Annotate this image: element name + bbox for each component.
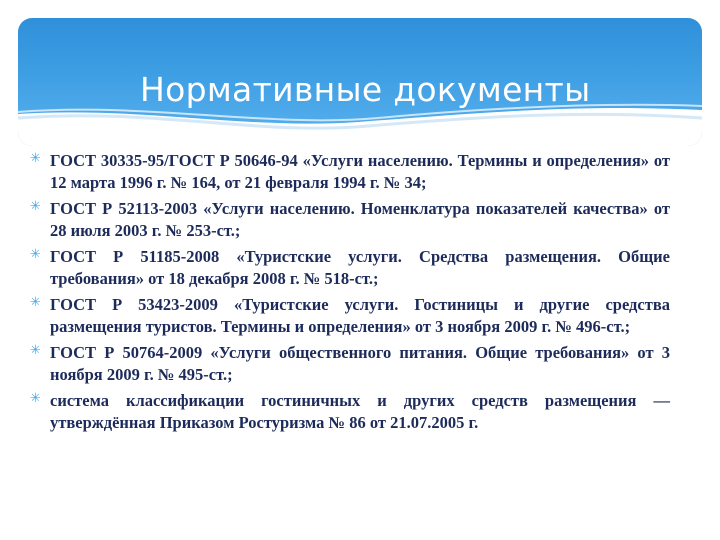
list-item-text: система классификации гостиничных и других средств размещения — утверждённая Приказом Ростуризма № 86 от 21.07.2005 г. (50, 391, 670, 432)
asterisk-bullet-icon: ✳ (30, 391, 41, 406)
asterisk-bullet-icon: ✳ (30, 247, 41, 262)
asterisk-bullet-icon: ✳ (30, 295, 41, 310)
list-item-text: ГОСТ Р 51185-2008 «Туристские услуги. Средства размещения. Общие требования» от 18 декабря 2008 г. № 518-ст.; (50, 247, 670, 288)
list-item (30, 294, 670, 338)
list-item (30, 342, 670, 386)
list-item (30, 150, 670, 194)
asterisk-bullet-icon: ✳ (30, 199, 41, 214)
list-item-text: ГОСТ Р 50764-2009 «Услуги общественного питания. Общие требования» от 3 ноября 2009 г. № 495-ст.; (50, 343, 670, 384)
asterisk-bullet-icon: ✳ (30, 343, 41, 358)
asterisk-bullet-icon: ✳ (30, 151, 41, 166)
title-banner (18, 18, 702, 146)
page-title: Нормативные документы (140, 70, 591, 109)
list-item-text: ГОСТ Р 53423-2009 «Туристские услуги. Гостиницы и другие средства размещения туристов. Термины и определения» от 3 ноября 2009 г. № 496-ст.; (50, 295, 670, 336)
list-item-text: ГОСТ 30335-95/ГОСТ Р 50646-94 «Услуги населению. Термины и определения» от 12 марта 1996 г. № 164, от 21 февраля 1994 г. № 34; (50, 151, 670, 192)
list-item (30, 246, 670, 290)
list-item (30, 198, 670, 242)
document-list (30, 150, 670, 438)
list-item-text: ГОСТ Р 52113-2003 «Услуги населению. Номенклатура показателей качества» от 28 июля 2003 г. № 253-ст.; (50, 199, 670, 240)
list-item (30, 390, 670, 434)
